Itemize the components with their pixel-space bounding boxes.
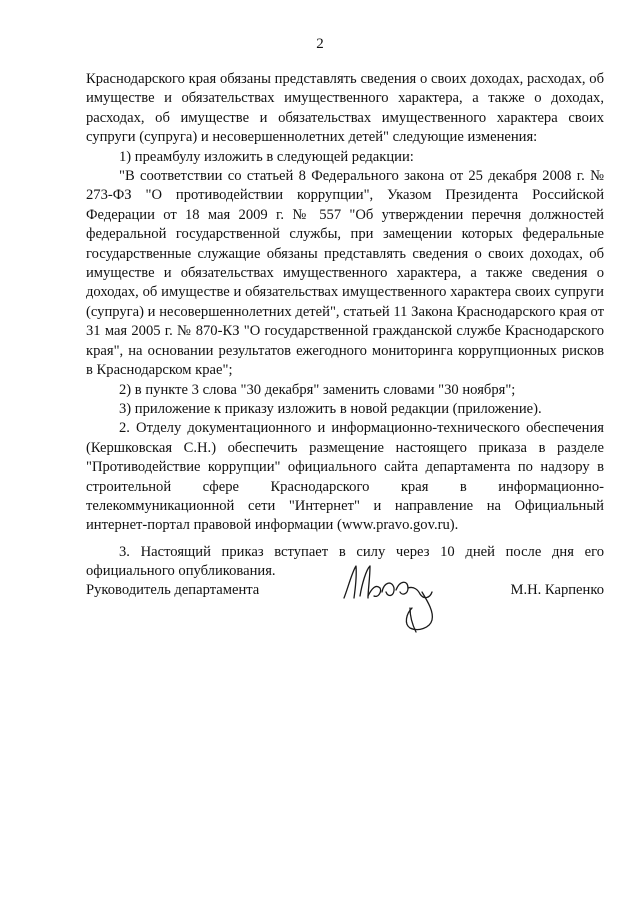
paragraph-item-3: 3) приложение к приказу изложить в новой редакции (приложение). — [119, 400, 542, 417]
document-body — [86, 70, 604, 582]
signature-role: Руководитель департамента — [86, 582, 260, 598]
paragraph-intro: Краснодарского края обязаны представлять сведения о своих доходах, расходах, об имуществе и обязательствах имущественного характера, а также о доходах, расходах, об имуществе и обязательствах имущественного характера своих супруги (супруга) и несовершеннолетних детей" следующие изменения: — [86, 71, 604, 146]
paragraph-item-2: 2) в пункте 3 слова "30 декабря" заменить словами "30 ноября"; — [119, 381, 516, 398]
handwritten-signature — [338, 558, 450, 640]
signature-name: М.Н. Карпенко — [510, 582, 604, 598]
paragraph-clause-3: 3. Настоящий приказ вступает в силу через 10 дней после дня его официального опубликования. — [86, 543, 604, 580]
page-number: 2 — [316, 36, 324, 52]
paragraph-preamble-quote: "В соответствии со статьей 8 Федерального закона от 25 декабря 2008 г. № 273-ФЗ "О противодействии коррупции", Указом Президента Российской Федерации от 18 мая 2009 г. № 557 "Об утверждении перечня должностей федеральной государственной службы, при замещении которых федеральные государственные служащие обязаны представлять сведения о своих доходах, об имуществе и обязательствах имущественного характера, а также сведения о доходах, об имуществе и обязательствах имущественного характера своих супруги (супруга) и несовершеннолетних детей", статьей 11 Закона Краснодарского края от 31 мая 2005 г. № 870-КЗ "О государственной гражданской службе Краснодарского края", на основании результатов ежегодного мониторинга коррупционных рисков в Краснодарском крае"; — [86, 168, 604, 379]
paragraph-clause-2: 2. Отделу документационного и информационно-технического обеспечения (Кершковская С.Н.) обеспечить размещение настоящего приказа в разделе "Противодействие коррупции" официального сайта департамента по надзору в строительной сфере Краснодарского края в информационно-телекоммуникационной сети "Интернет" и направление на Официальный интернет-портал правовой информации (www.pravo.gov.ru). — [86, 420, 604, 534]
paragraph-item-1: 1) преамбулу изложить в следующей редакции: — [119, 148, 414, 165]
